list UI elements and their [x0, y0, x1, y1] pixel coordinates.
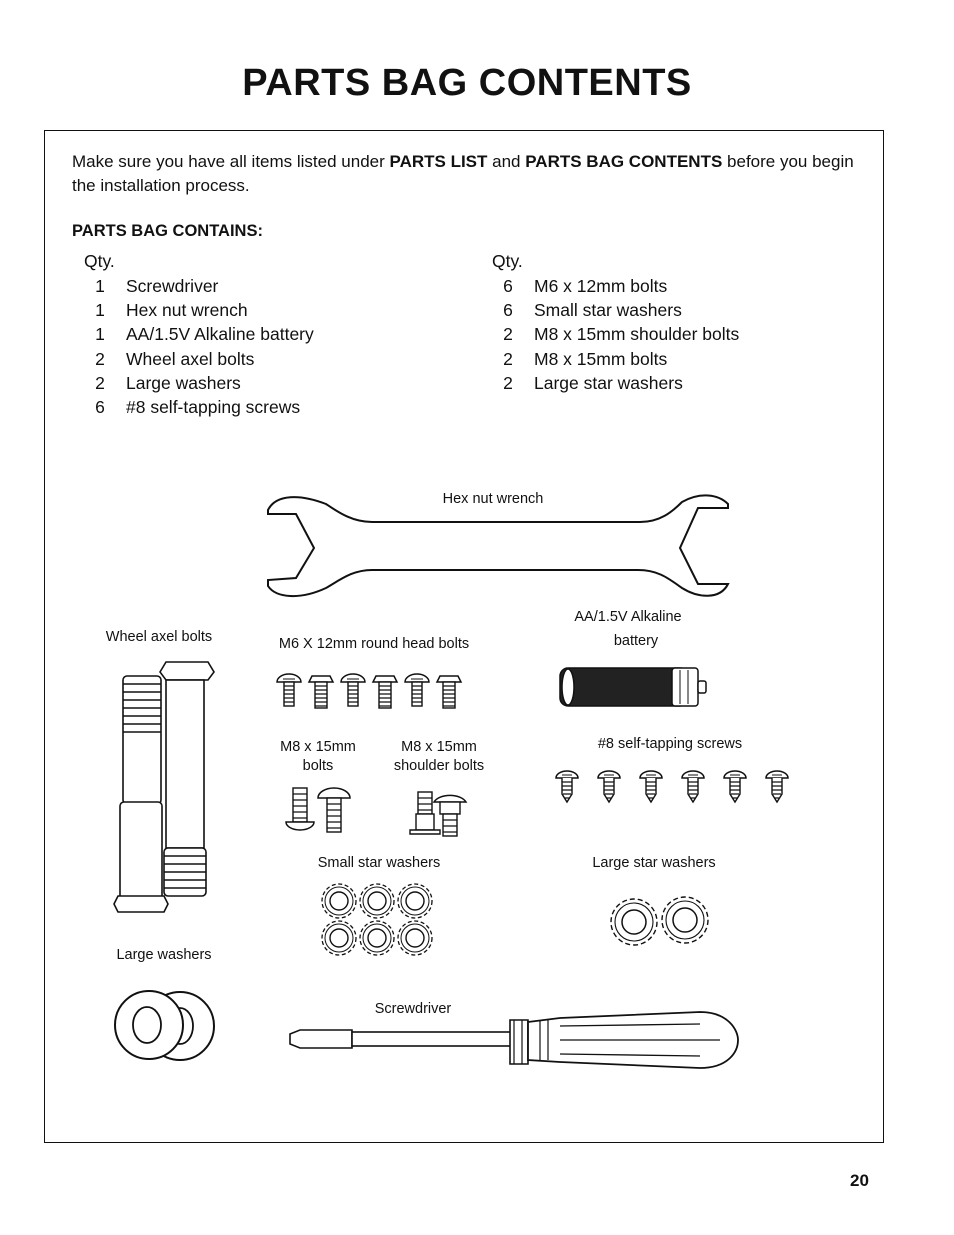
item-name: Large star washers — [534, 372, 683, 393]
item-qty: 6 — [95, 396, 105, 417]
item-qty: 1 — [95, 300, 105, 321]
caption-large-washers: Large washers — [116, 947, 212, 963]
item-name: #8 self-tapping screws — [126, 396, 301, 417]
caption-m8-shoulder-line2: shoulder bolts — [393, 758, 485, 774]
caption-screwdriver: Screwdriver — [374, 1001, 452, 1017]
qty-header: Qty. — [84, 251, 115, 271]
m8-bolts-icon — [286, 788, 350, 832]
item-name: Hex nut wrench — [126, 300, 248, 321]
item-qty: 1 — [95, 276, 105, 296]
item-qty: 2 — [503, 348, 513, 369]
intro-bold-parts-list: PARTS LIST — [389, 152, 488, 171]
wheel-axel-bolts-icon — [114, 662, 214, 912]
caption-m8-bolts-line2: bolts — [302, 758, 334, 774]
self-tapping-screws-icon — [556, 771, 788, 802]
caption-m8-shoulder-line1: M8 x 15mm — [401, 739, 477, 755]
page-number: 20 — [850, 1171, 869, 1190]
item-qty: 2 — [95, 348, 105, 369]
intro-text-3: before you begin the installation process. — [72, 152, 854, 195]
intro-text-1: Make sure you have all items listed under — [72, 152, 390, 171]
battery-icon — [560, 668, 706, 706]
caption-wheel-axel-bolts: Wheel axel bolts — [105, 629, 213, 645]
qty-header: Qty. — [492, 251, 523, 271]
item-name: Large washers — [126, 372, 241, 393]
item-qty: 6 — [503, 276, 513, 296]
m6-round-head-bolts-icon — [277, 674, 461, 708]
intro-bold-parts-bag: PARTS BAG CONTENTS — [525, 152, 723, 171]
screwdriver-icon — [290, 1012, 738, 1068]
caption-battery-line1: AA/1.5V Alkaline — [574, 609, 682, 625]
item-name: M8 x 15mm shoulder bolts — [534, 324, 740, 345]
caption-hex-nut-wrench: Hex nut wrench — [442, 491, 544, 507]
caption-m8-bolts-line1: M8 x 15mm — [280, 739, 356, 755]
hex-nut-wrench-icon — [268, 495, 728, 596]
item-qty: 2 — [503, 324, 513, 345]
item-name: M8 x 15mm bolts — [534, 348, 668, 369]
caption-battery-line2: battery — [613, 633, 659, 649]
item-name: Small star washers — [534, 300, 682, 321]
caption-m6-bolts: M6 X 12mm round head bolts — [278, 636, 470, 652]
contains-heading: PARTS BAG CONTAINS: — [72, 222, 263, 240]
item-qty: 2 — [503, 372, 513, 393]
item-name: Screwdriver — [126, 276, 219, 296]
intro-text-2: and — [487, 152, 526, 171]
small-star-washers-icon — [322, 884, 432, 955]
caption-small-star-washers: Small star washers — [317, 855, 441, 871]
item-name: Wheel axel bolts — [126, 348, 255, 369]
large-washers-icon — [115, 991, 214, 1060]
page-title: PARTS BAG CONTENTS — [242, 62, 692, 104]
caption-self-tapping-screws: #8 self-tapping screws — [597, 736, 743, 752]
item-name: M6 x 12mm bolts — [534, 276, 668, 296]
item-qty: 6 — [503, 300, 513, 321]
item-name: AA/1.5V Alkaline battery — [126, 324, 314, 345]
large-star-washers-icon — [611, 897, 708, 945]
item-qty: 1 — [95, 324, 105, 345]
m8-shoulder-bolts-icon — [410, 792, 466, 836]
item-qty: 2 — [95, 372, 105, 393]
caption-large-star-washers: Large star washers — [592, 855, 716, 871]
